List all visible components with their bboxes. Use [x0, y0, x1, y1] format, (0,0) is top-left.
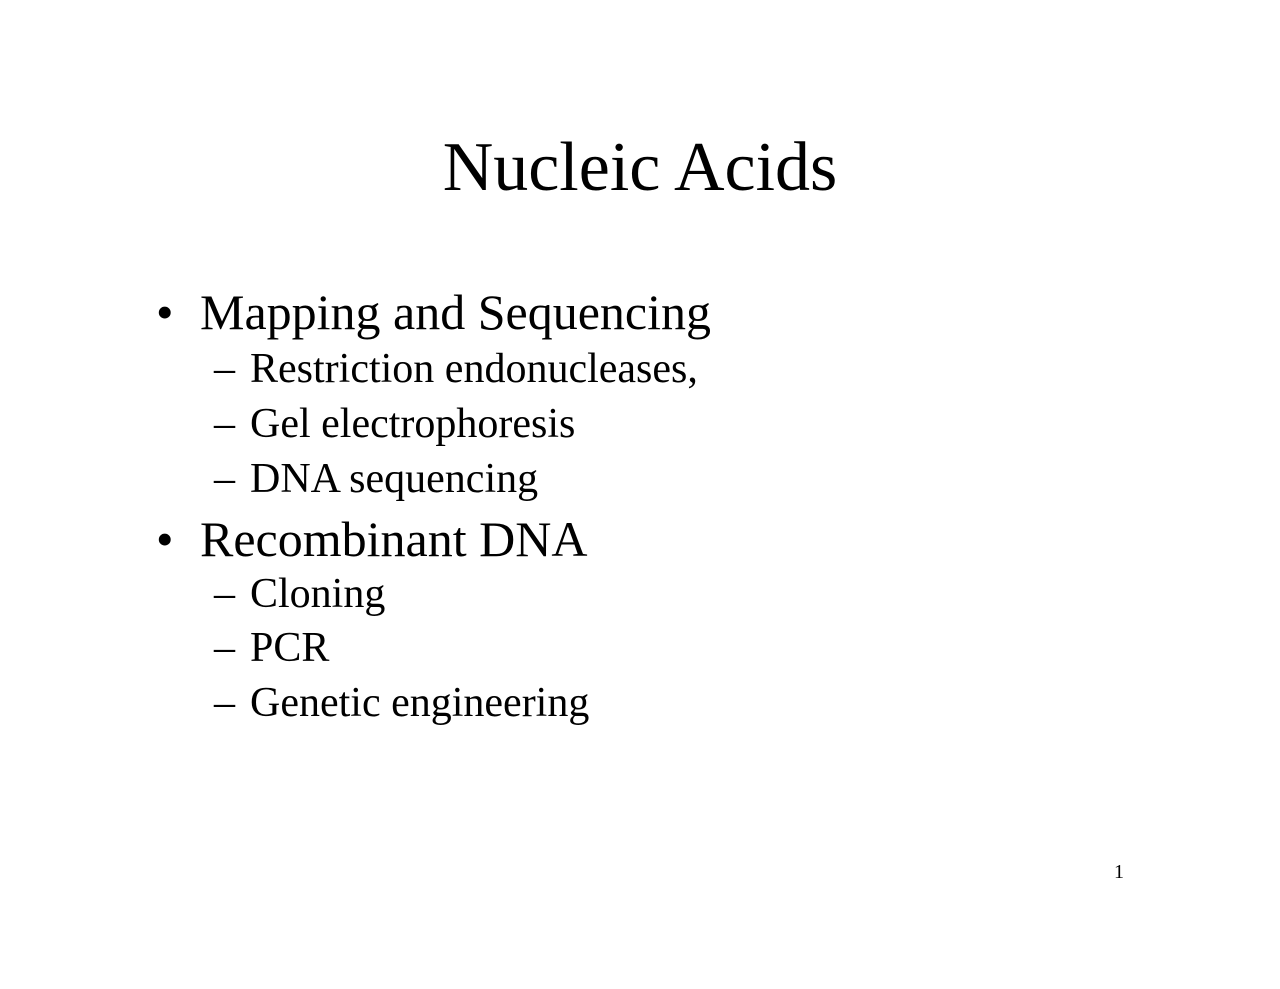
dash-icon: –: [214, 571, 235, 617]
dash-icon: –: [214, 346, 235, 392]
page-number: 1: [1114, 861, 1124, 883]
sub-item: [214, 455, 538, 503]
sub-item-label: PCR: [250, 625, 330, 671]
sub-item: [214, 400, 575, 448]
dash-icon: –: [214, 401, 235, 447]
bullet-icon: •: [156, 511, 174, 567]
sub-item-label: DNA sequencing: [250, 456, 539, 502]
sub-item: [214, 679, 589, 727]
sub-item-label: Restriction endonucleases,: [250, 346, 698, 392]
sub-item-label: Gel electrophoresis: [250, 401, 576, 447]
dash-icon: –: [214, 456, 235, 502]
bullet-icon: •: [156, 284, 174, 340]
sub-item: [214, 570, 385, 618]
sub-item: [214, 624, 329, 672]
dash-icon: –: [214, 680, 235, 726]
bullet-item: [150, 284, 711, 340]
bullet-label: Mapping and Sequencing: [200, 284, 712, 340]
bullet-label: Recombinant DNA: [200, 511, 588, 567]
bullet-item: [150, 511, 587, 567]
sub-item-label: Cloning: [250, 571, 386, 617]
dash-icon: –: [214, 625, 235, 671]
slide-title: Nucleic Acids: [442, 129, 838, 206]
sub-item: [214, 345, 698, 393]
sub-item-label: Genetic engineering: [250, 680, 590, 726]
